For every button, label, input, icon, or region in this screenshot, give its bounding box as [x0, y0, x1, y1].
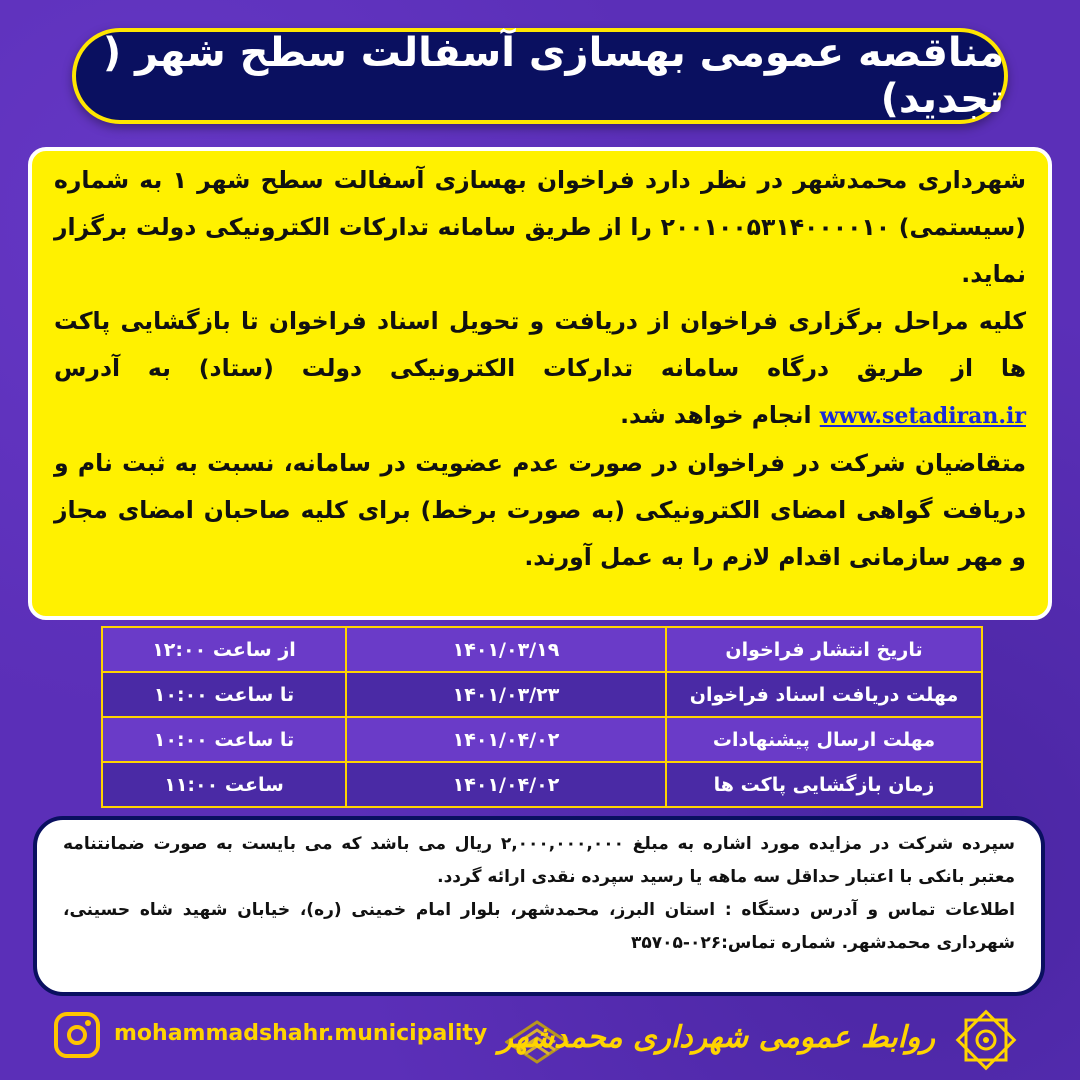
schedule-time: تا ساعت ۱۰:۰۰	[102, 717, 346, 762]
announcement-paragraph-3: متقاضیان شرکت در فراخوان در صورت عدم عضویت در سامانه، نسبت به ثبت نام و دریافت گواهی امضای الکترونیکی (به صورت برخط) برای کلیه صاحبان امضای مجاز و مهر سازمانی اقدام لازم را به عمل آورند.	[54, 449, 1026, 571]
schedule-time: تا ساعت ۱۰:۰۰	[102, 672, 346, 717]
signature: روابط عمومی شهرداری محمدشهر	[498, 1020, 935, 1055]
info-panel	[33, 816, 1045, 996]
table-row	[102, 627, 982, 672]
announcement-panel	[28, 147, 1052, 620]
instagram-handle[interactable]: mohammadshahr.municipality	[114, 1021, 488, 1046]
title-banner	[72, 28, 1008, 124]
announcement-paragraph-2-text: کلیه مراحل برگزاری فراخوان از دریافت و تحویل اسناد فراخوان تا بازگشایی پاکت ها از طریق درگاه سامانه تدارکات الکترونیکی دولت (ستاد) به آدرس	[54, 307, 1026, 382]
page-title: مناقصه عمومی بهسازی آسفالت سطح شهر ( تجدید)	[102, 30, 1004, 122]
instagram-dot	[85, 1020, 91, 1026]
deposit-text: سپرده شرکت در مزایده مورد اشاره به مبلغ ۲,۰۰۰,۰۰۰,۰۰۰ ریال می باشد که می بایست به صورت ضمانتنامه معتبر بانکی با اعتبار حداقل سه ماهه یا رسید سپرده نقدی ارائه گردد.	[63, 834, 1015, 887]
schedule-time: ساعت ۱۱:۰۰	[102, 762, 346, 807]
contact-text: اطلاعات تماس و آدرس دستگاه : استان البرز، محمدشهر، بلوار امام خمینی (ره)، خیابان شهید شاه حسینی، شهرداری محمدشهر. شماره تماس:۰۲۶-۳۵۷۰۵	[63, 900, 1015, 953]
schedule-time: از ساعت ۱۲:۰۰	[102, 627, 346, 672]
table-row	[102, 762, 982, 807]
table-row	[102, 717, 982, 762]
announcement-paragraph-2	[54, 298, 1026, 440]
setadiran-link[interactable]: www.setadiran.ir	[819, 403, 1026, 429]
schedule-label: تاریخ انتشار فراخوان	[666, 627, 982, 672]
instagram-icon[interactable]	[54, 1012, 100, 1058]
schedule-table	[101, 626, 983, 808]
schedule-label: مهلت دریافت اسناد فراخوان	[666, 672, 982, 717]
announcement-paragraph-1: شهرداری محمدشهر در نظر دارد فراخوان بهسازی آسفالت سطح شهر ۱ به شماره (سیستمی) ۲۰۰۱۰۰۵۳۱۴۰۰۰۰۱۰ را از طریق سامانه تدارکات الکترونیکی دولت برگزار نماید.	[54, 166, 1027, 288]
table-row	[102, 672, 982, 717]
schedule-date: ۱۴۰۱/۰۳/۲۳	[346, 672, 666, 717]
schedule-label: مهلت ارسال پیشنهادات	[666, 717, 982, 762]
schedule-date: ۱۴۰۱/۰۴/۰۲	[346, 717, 666, 762]
footer	[0, 1000, 1080, 1080]
schedule-date: ۱۴۰۱/۰۳/۱۹	[346, 627, 666, 672]
schedule-date: ۱۴۰۱/۰۴/۰۲	[346, 762, 666, 807]
announcement-paragraph-2-end: انجام خواهد شد.	[620, 401, 812, 429]
instagram-lens	[67, 1025, 87, 1045]
municipality-emblem-icon	[952, 1006, 1020, 1074]
schedule-label: زمان بازگشایی پاکت ها	[666, 762, 982, 807]
